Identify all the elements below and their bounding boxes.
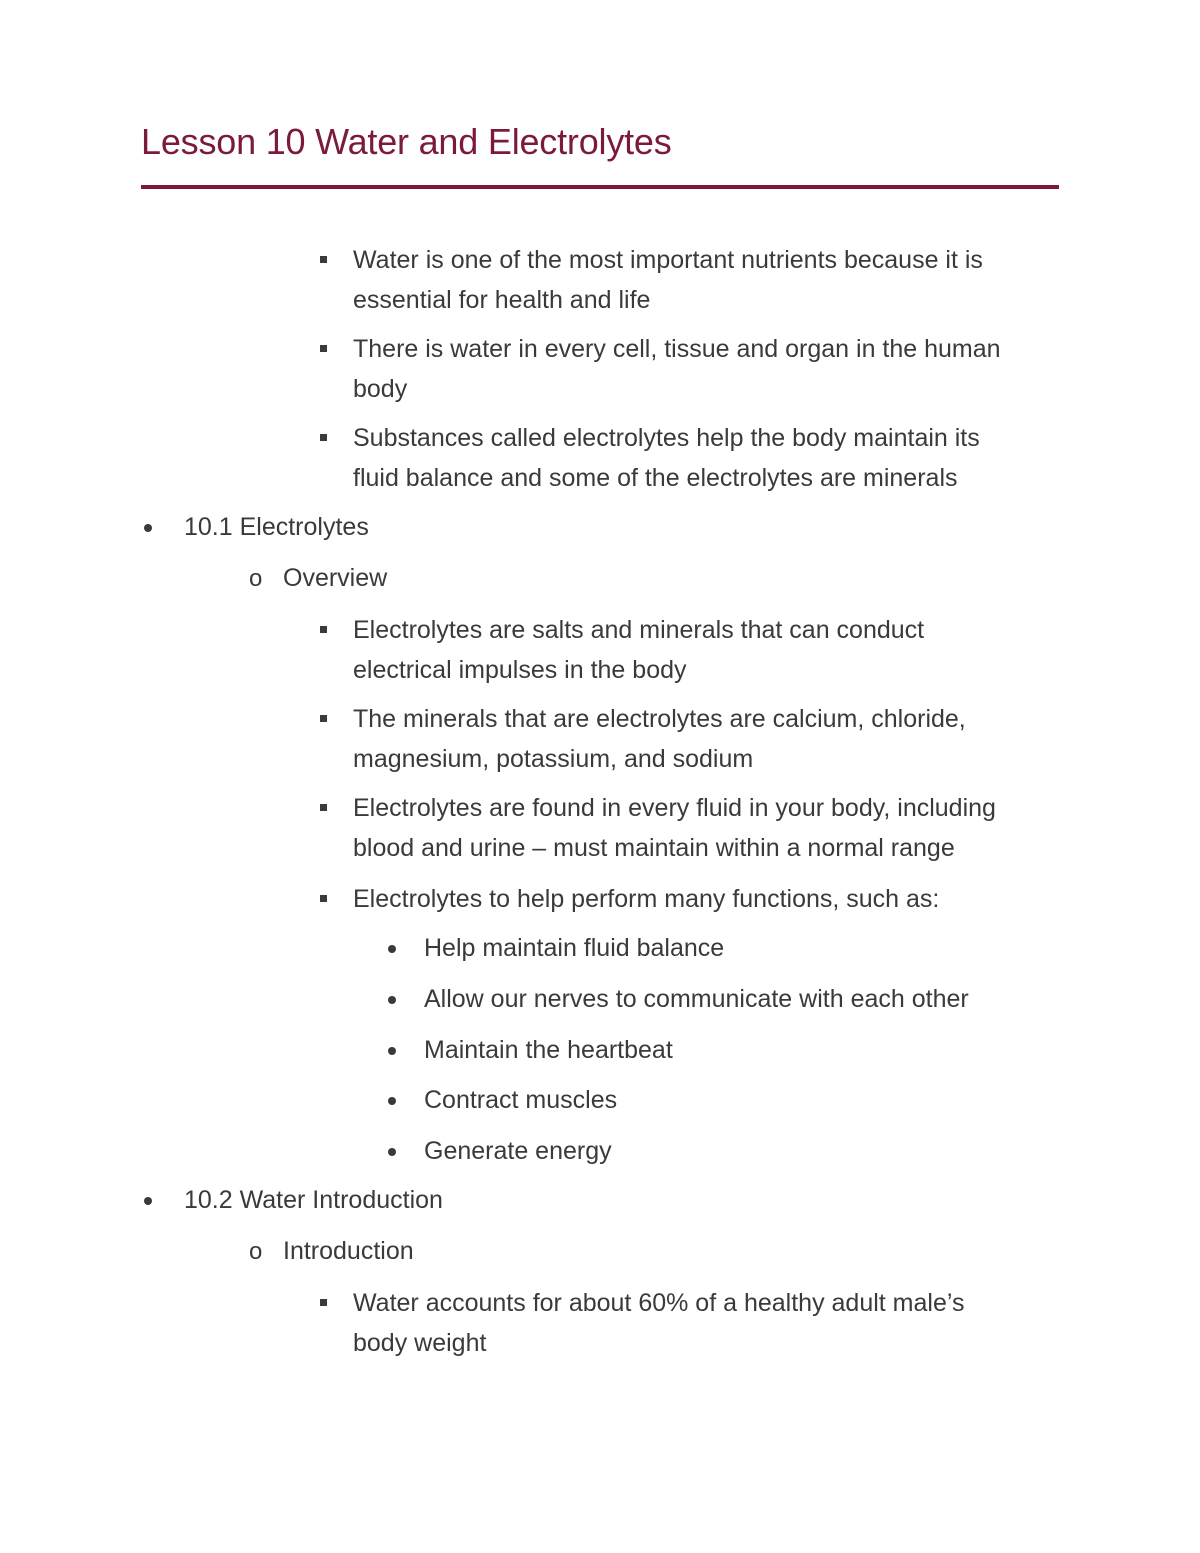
title-divider xyxy=(141,185,1059,189)
list-item-line: fluid balance and some of the electrolytes are minerals xyxy=(353,463,958,492)
hollow-bullet-icon: o xyxy=(249,1238,263,1265)
list-item-line: Substances called electrolytes help the body maintain its xyxy=(353,424,980,452)
square-bullet-icon xyxy=(320,345,327,352)
round-bullet-icon xyxy=(388,1097,396,1105)
section-heading-item xyxy=(184,1181,443,1221)
list-item-line: There is water in every cell, tissue and organ in the human xyxy=(353,335,1001,363)
list-item-line: 10.2 Water Introduction xyxy=(184,1186,443,1214)
list-item xyxy=(353,789,996,868)
round-bullet-icon xyxy=(388,996,396,1004)
subsection-item xyxy=(249,559,388,599)
list-item xyxy=(353,330,1001,409)
list-item xyxy=(353,419,980,498)
list-item xyxy=(353,1284,964,1363)
list-item-line: Water accounts for about 60% of a healthy adult male’s xyxy=(353,1289,965,1317)
list-item xyxy=(424,1081,617,1121)
list-item-line: electrical impulses in the body xyxy=(353,655,687,684)
round-bullet-icon xyxy=(144,524,152,532)
list-item-line: blood and urine – must maintain within a normal range xyxy=(353,833,955,862)
square-bullet-icon xyxy=(320,895,327,902)
list-item-line: Generate energy xyxy=(424,1137,612,1165)
list-item-line: body xyxy=(353,374,408,403)
square-bullet-icon xyxy=(320,626,327,633)
list-item xyxy=(353,241,983,320)
list-item xyxy=(424,1031,673,1071)
list-item-line: 10.1 Electrolytes xyxy=(184,513,369,541)
hollow-bullet-icon: o xyxy=(249,565,263,592)
list-item-line: Allow our nerves to communicate with each other xyxy=(424,985,969,1013)
list-item-line: Maintain the heartbeat xyxy=(424,1036,673,1064)
subsection-item xyxy=(249,1232,414,1272)
list-item-line: Help maintain fluid balance xyxy=(424,934,725,962)
list-item-line: Introduction xyxy=(283,1237,414,1265)
round-bullet-icon xyxy=(388,1148,396,1156)
square-bullet-icon xyxy=(320,256,327,263)
list-item xyxy=(353,700,966,779)
list-item xyxy=(424,980,969,1020)
list-item-line: Water is one of the most important nutrients because it is xyxy=(353,246,983,274)
square-bullet-icon xyxy=(320,715,327,722)
list-item xyxy=(353,611,924,690)
square-bullet-icon xyxy=(320,434,327,441)
list-item-line: Electrolytes are salts and minerals that can conduct xyxy=(353,616,925,644)
page-title: Lesson 10 Water and Electrolytes xyxy=(141,121,672,162)
list-item-line: Electrolytes are found in every fluid in your body, including xyxy=(353,794,996,822)
list-item-line: body weight xyxy=(353,1328,487,1357)
list-item xyxy=(353,880,939,920)
square-bullet-icon xyxy=(320,804,327,811)
list-item xyxy=(424,1132,612,1172)
list-item-line: Overview xyxy=(283,564,388,592)
list-item-line: magnesium, potassium, and sodium xyxy=(353,744,754,773)
square-bullet-icon xyxy=(320,1299,327,1306)
list-item-line: Electrolytes to help perform many functions, such as: xyxy=(353,885,940,913)
list-item-line: The minerals that are electrolytes are calcium, chloride, xyxy=(353,705,966,733)
round-bullet-icon xyxy=(388,1047,396,1055)
round-bullet-icon xyxy=(388,945,396,953)
list-item xyxy=(424,929,724,969)
list-item-line: Contract muscles xyxy=(424,1086,618,1114)
list-item-line: essential for health and life xyxy=(353,285,651,314)
round-bullet-icon xyxy=(144,1197,152,1205)
section-heading-item xyxy=(184,508,369,548)
